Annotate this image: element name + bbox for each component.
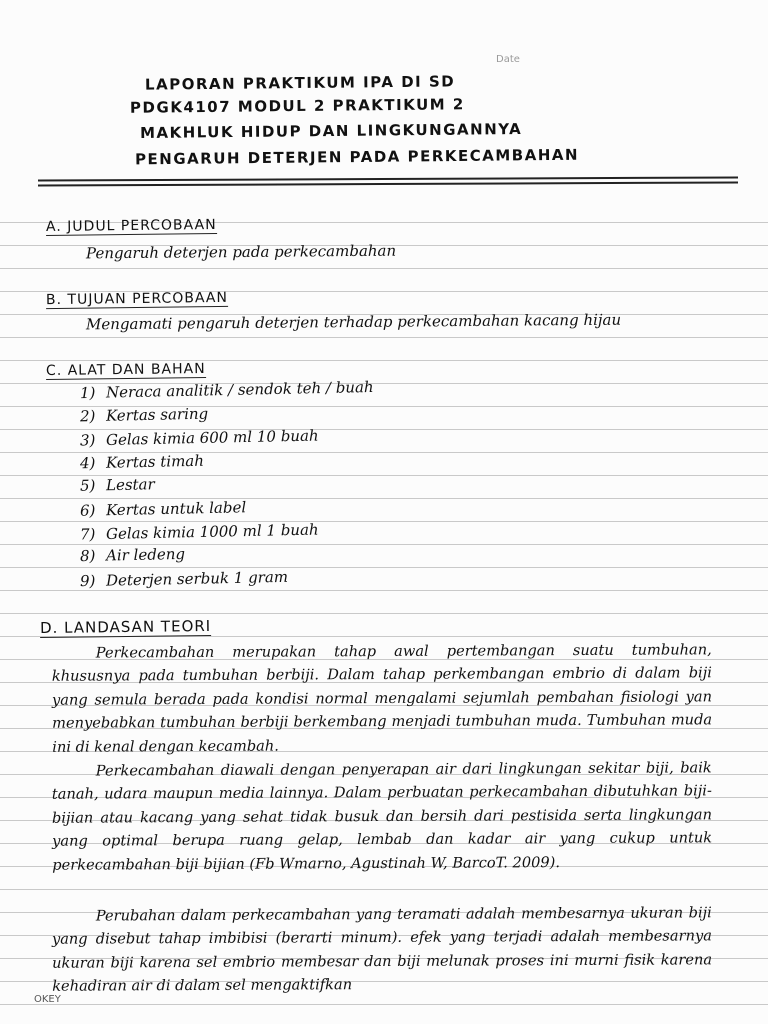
section-c-title [46,361,206,379]
topic-line: MAKHLUK HIDUP DAN LINGKUNGANNYA [139,119,523,143]
header-divider-top [38,176,738,181]
report-title: LAPORAN PRAKTIKUM IPA DI SD [144,72,456,94]
section-c-title-text: C. ALAT DAN BAHAN [45,361,206,379]
course-module-line: PDGK4107 MODUL 2 PRAKTIKUM 2 [129,95,465,117]
header-divider-bottom [38,181,738,186]
list-item: 1) Neraca analitik / sendok teh / buah [79,377,374,403]
section-a-title [46,217,217,235]
list-item: 9) Deterjen serbuk 1 gram [79,567,289,591]
date-label: Date [496,54,520,65]
list-item: 5) Lestar [79,475,155,495]
theory-paragraph-3: Perubahan dalam perkecambahan yang teramati adalah membesarnya ukuran biji yang disebut tahap imbibisi (berarti minum). efek yang terjadi adalah membesarnya ukuran biji karena sel embrio membesar dan biji melunak proses ini murni fisik karena kehadiran air di dalam sel mengaktifkan [51,904,713,995]
section-b-title-text: B. TUJUAN PERCOBAAN [45,289,229,309]
theory-paragraph-2: Perkecambahan diawali dengan penyerapan air dari lingkungan sekitar biji, baik tanah, udara maupun media lainnya. Dalam perbuatan perkecambahan dibutuhkan biji-bijian atau kacang yang sehat tidak busuk dan bersih dari pestisida serta lingkungan yang optimal berupa ruang gelap, lembab dan kadar air yang cukup untuk perkecambahan biji bijian (Fb Wmarno, Agustinah W, BarcoT. 2009). [51,759,713,874]
section-b-content: Mengamati pengaruh deterjen terhadap perkecambahan kacang hijau [85,310,622,334]
section-a-title-text: A. JUDUL PERCOBAAN [45,216,217,236]
footer-brand-mark: OKEY [34,994,61,1005]
section-d-title [40,617,211,637]
experiment-title-line: PENGARUH DETERJEN PADA PERKECAMBAHAN [134,145,580,169]
theory-paragraph-1: Perkecambahan merupakan tahap awal pertembangan suatu tumbuhan, khususnya pada tumbuhan berbiji. Dalam tahap perkembangan embrio di dalam biji yang semula berada pada kondisi normal mengalami sejumlah pembahan fisiologi yan menyebabkan tumbuhan berbiji berkembang menjadi tumbuhan muda. Tumbuhan muda ini di kenal dengan kecambah. [51,641,713,756]
list-item: 4) Kertas timah [79,451,205,473]
list-item: 2) Kertas saring [79,404,209,426]
section-a-content: Pengaruh deterjen pada perkecambahan [85,241,397,263]
list-item: 7) Gelas kimia 1000 ml 1 buah [79,520,319,544]
list-item: 6) Kertas untuk label [79,498,247,520]
section-b-title [46,290,228,308]
list-item: 3) Gelas kimia 600 ml 10 buah [79,426,319,450]
list-item: 8) Air ledeng [79,544,186,566]
section-d-title-text: D. LANDASAN TEORI [39,616,212,638]
